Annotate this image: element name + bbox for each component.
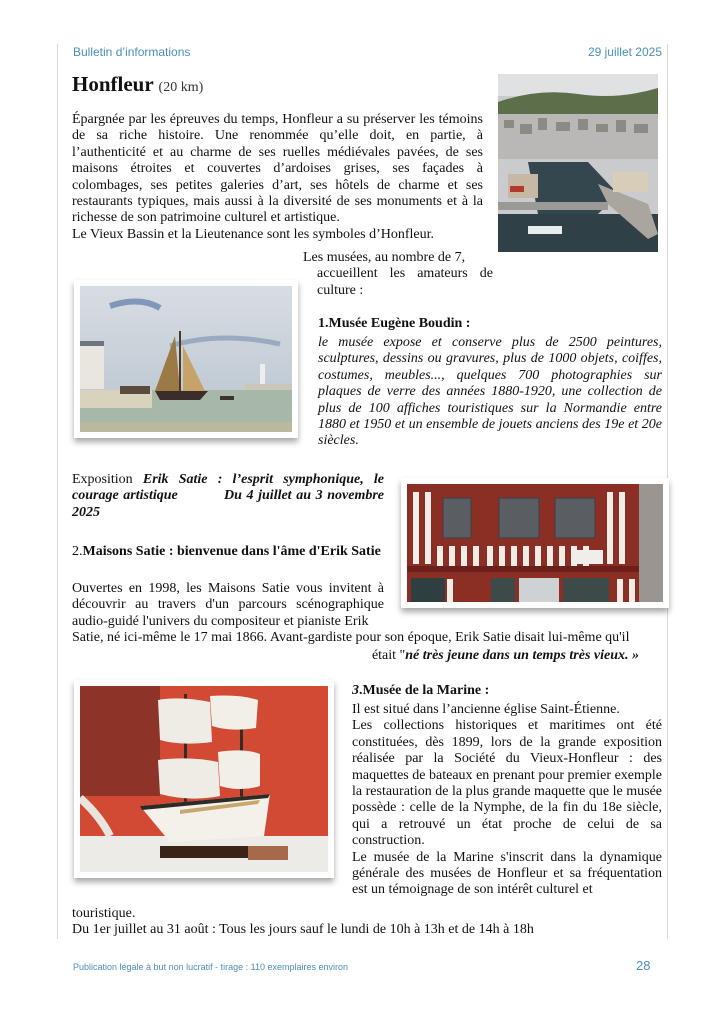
- quote-prefix: était ": [371, 648, 406, 663]
- musees-intro: [303, 250, 493, 299]
- section-3-ending: [72, 906, 664, 939]
- section-1-title: 1.Musée Eugène Boudin :: [318, 316, 471, 331]
- footer-legal-notice: Publication légale à but non lucratif - tirage : 110 exemplaires environ: [73, 962, 348, 972]
- section-2-body-continued: Satie, né ici-même le 17 mai 1866. Avant-gardiste pour son époque, Erik Satie disait lui-même qu'il: [72, 630, 630, 645]
- intro-text: Épargnée par les épreuves du temps, Honfleur a su préserver les témoins de sa riche histoire. Une renommée qu’elle doit, en partie, à l’authenticité et au charme de ses ruelles médiévales pavées, de ses maisons étroites et couvertes d’ardoises grises, ses façades à colombages, ses petites galeries d’art, ses hôtels de charme et ses restaurants typiques, mais aussi à la diversité de ses monuments et à la richesse de son patrimoine culturel et artistique.: [72, 112, 483, 226]
- page-title: [72, 72, 203, 97]
- left-margin-rule: [57, 44, 58, 939]
- musees-line-1: Les musées, au nombre de 7,: [303, 250, 466, 265]
- title-main: Honfleur: [72, 72, 154, 96]
- satie-quote: [72, 648, 639, 664]
- musees-line-3: culture :: [317, 282, 364, 298]
- section-3-dynamics-end: touristique.: [72, 906, 136, 921]
- section-2-number: 2.: [72, 544, 83, 559]
- section-1-body: le musée expose et conserve plus de 2500 peintures, sculptures, dessins ou gravures, plus de 1000 objets, coiffes, costumes, meubles..., quelques 700 photographies sur plaques de verre des années 1880-1920, une collection de plus de 100 affiches touristiques sur la Normandie entre 1880 et 1950 et un ensemble de jouets anciens des 19e et 20e siècles.: [318, 335, 662, 449]
- honfleur-aerial-photo: [498, 74, 658, 252]
- boudin-painting-photo: [74, 280, 298, 438]
- section-3-title: [352, 683, 489, 699]
- header-date: 29 juillet 2025: [587, 45, 662, 59]
- section-2-body: Ouvertes en 1998, les Maisons Satie vous invitent à découvrir au travers d'un parcours scénographique audio-guidé l'univers du compositeur et pianiste Erik: [72, 581, 384, 629]
- exposition-dates: Du 4 juillet au 3 novembre 2025: [72, 488, 384, 520]
- section-3-title-text: .Musée de la Marine :: [359, 683, 490, 698]
- intro-paragraph: [72, 112, 483, 243]
- section-2-title: [72, 544, 384, 560]
- quote-text: né très jeune dans un temps très vieux. »: [405, 648, 639, 663]
- section-3-dynamics: Le musée de la Marine s'inscrit dans la dynamique générale des musées de Honfleur et sa fréquentation est un témoignage de son intérêt culturel et: [352, 849, 662, 898]
- exposition-name: Erik Satie : l’esprit symphonique, le courage artistique: [72, 472, 385, 504]
- section-3-location: Il est situé dans l’ancienne église Saint-Étienne.: [352, 702, 620, 717]
- section-3-body: [352, 702, 662, 899]
- section-2-title-text: Maisons Satie : bienvenue dans l'âme d'Erik Satie: [82, 544, 381, 559]
- header-bulletin-label: Bulletin d’informations: [73, 45, 191, 59]
- page-number: 28: [636, 958, 651, 973]
- symbols-sentence: Le Vieux Bassin et la Lieutenance sont les symboles d’Honfleur.: [72, 226, 435, 242]
- section-3-collections: Les collections historiques et maritimes ont été constituées, dès 1899, lors de la grande exposition réalisée par la Société du Vieux-Honfleur : des maquettes de bateaux en prenant pour premier exemple la restauration de la plus grande maquette que le musée possède : celle de la Nymphe, de la fin du 18e siècle, qui a retrouvé un état proche de celui de sa construction.: [352, 718, 662, 849]
- exposition-prefix: Exposition: [72, 472, 133, 487]
- musees-line-2: accueillent les amateurs de: [317, 266, 493, 282]
- section-3-number: 3: [352, 683, 359, 698]
- exposition-announcement: [72, 472, 384, 521]
- opening-hours: Du 1er juillet au 31 août : Tous les jours sauf le lundi de 10h à 13h et de 14h à 18h: [72, 922, 534, 938]
- musee-marine-ship-model-photo: [74, 680, 334, 878]
- title-distance: (20 km): [158, 80, 204, 95]
- maisons-satie-photo: [401, 478, 669, 608]
